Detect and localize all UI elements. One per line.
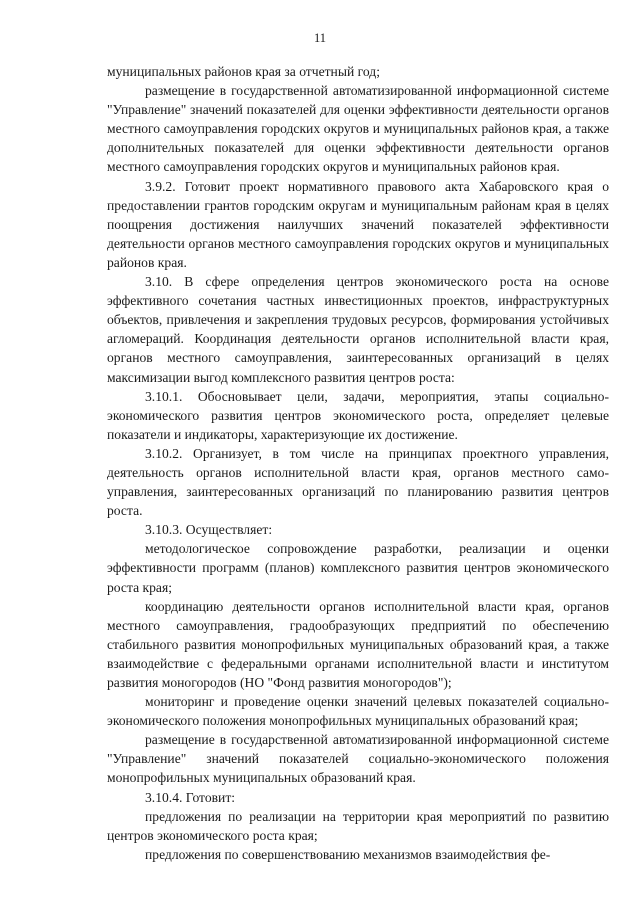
paragraph-placement-indicators: размещение в государственной автоматизированной информационной системе "Управление" значений показателей социально-экономического положения монопрофильных муниципальных образований края. — [107, 732, 609, 786]
page-number: 11 — [313, 31, 327, 45]
paragraph-3-10-1: 3.10.1. Обосновывает цели, задачи, мероприятия, этапы социально-экономического развития центров экономического роста, определяет целевые показатели и индикаторы, характеризующие их достижение. — [107, 388, 609, 442]
paragraph-monitoring: мониторинг и проведение оценки значений целевых показателей социально-экономического положения монопрофильных муниципальных образований края; — [107, 694, 609, 729]
paragraph-proposals-improvement: предложения по совершенствованию механизмов взаимодействия фе- — [145, 846, 551, 862]
paragraph-3-9-2: 3.9.2. Готовит проект нормативного правового акта Хабаровского края о предоставлении грантов городским округам и муниципальным районам края в целях поощрения достижения наилучших значений показателей эффективности деятельности органов местного самоуправления городских округов и муниципальных районов края. — [107, 178, 609, 270]
document-body — [107, 62, 609, 864]
paragraph-3-10-2: 3.10.2. Организует, в том числе на принципах проектного управления, деятельность органов исполнительной власти края, органов местного самоуправления, заинтересованных организаций по планированию развития центров роста. — [107, 445, 609, 519]
paragraph-coordination: координацию деятельности органов исполнительной власти края, органов местного самоуправления, градообразующих предприятий по обеспечению стабильного развития монопрофильных муниципальных образований края, а также взаимодействие с федеральными органами исполнительной власти и институтом развития моногородов (НО "Фонд развития моногородов"); — [107, 598, 609, 690]
paragraph-continuation: муниципальных районов края за отчетный год; — [107, 64, 380, 79]
paragraph-gas-placement: размещение в государственной автоматизированной информационной системе "Управление" значений показателей для оценки эффективности деятельности органов местного самоуправления городских округов и муниципальных районов края, а также дополнительных показателей для оценки эффективности деятельности органов местного самоуправления городских округов и муниципальных районов края. — [107, 83, 609, 175]
paragraph-methodological-support: методологическое сопровождение разработки, реализации и оценки эффективности программ (планов) комплексного развития центров экономического роста края; — [107, 541, 609, 595]
paragraph-proposals-implementation: предложения по реализации на территории края мероприятий по развитию центров экономического роста края; — [107, 808, 609, 843]
paragraph-3-10-3: 3.10.3. Осуществляет: — [145, 522, 273, 538]
paragraph-3-10-4: 3.10.4. Готовит: — [145, 789, 236, 805]
paragraph-3-10: 3.10. В сфере определения центров экономического роста на основе эффективного сочетания частных инвестиционных проектов, инфраструктурных объектов, привлечения и закрепления трудовых ресурсов, формирования устойчивых агломераций. Координация деятельности органов исполнительной власти края, органов местного самоуправления, заинтересованных организаций в целях максимизации выгод комплексного развития центров роста: — [107, 274, 609, 385]
